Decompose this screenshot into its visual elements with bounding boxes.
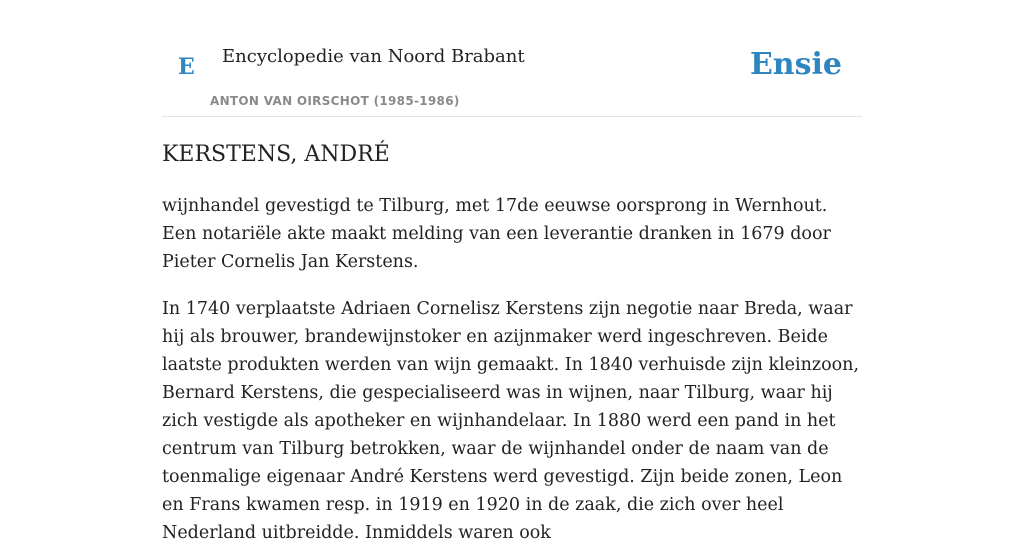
page-container — [162, 0, 862, 547]
book-title-link[interactable]: Encyclopedie van Noord Brabant — [222, 46, 525, 67]
book-author-line: ANTON VAN OIRSCHOT (1985-1986) — [210, 94, 460, 108]
book-logo-icon[interactable]: E — [178, 54, 195, 80]
entry-paragraph-1: wijnhandel gevestigd te Tilburg, met 17de eeuwse oorsprong in Wernhout. Een notariële akte maakt melding van een leverantie dranken in 1679 door Pieter Cornelis Jan Kerstens. — [162, 195, 831, 272]
entry-title: KERSTENS, ANDRÉ — [162, 142, 390, 167]
page-header — [162, 0, 862, 117]
ensie-logo-link[interactable]: Ensie — [749, 47, 842, 82]
entry-paragraph-2: In 1740 verplaatste Adriaen Cornelisz Kerstens zijn negotie naar Breda, waar hij als brouwer, brandewijnstoker en azijnmaker werd ingeschreven. Beide laatste produkten werden van wijn gemaakt. In 1840 verhuisde zijn kleinzoon, Bernard Kerstens, die gespecialiseerd was in wijnen, naar Tilburg, waar hij zich vestigde als apotheker en wijnhandelaar. In 1880 werd een pand in het centrum van Tilburg betrokken, waar de wijnhandel onder de naam van de toenmalige eigenaar André Kerstens werd gevestigd. Zijn beide zonen, Leon en Frans kwamen resp. in 1919 en 1920 in de zaak, die zich over heel Nederland uitbreidde. Inmiddels waren ook — [162, 298, 860, 543]
